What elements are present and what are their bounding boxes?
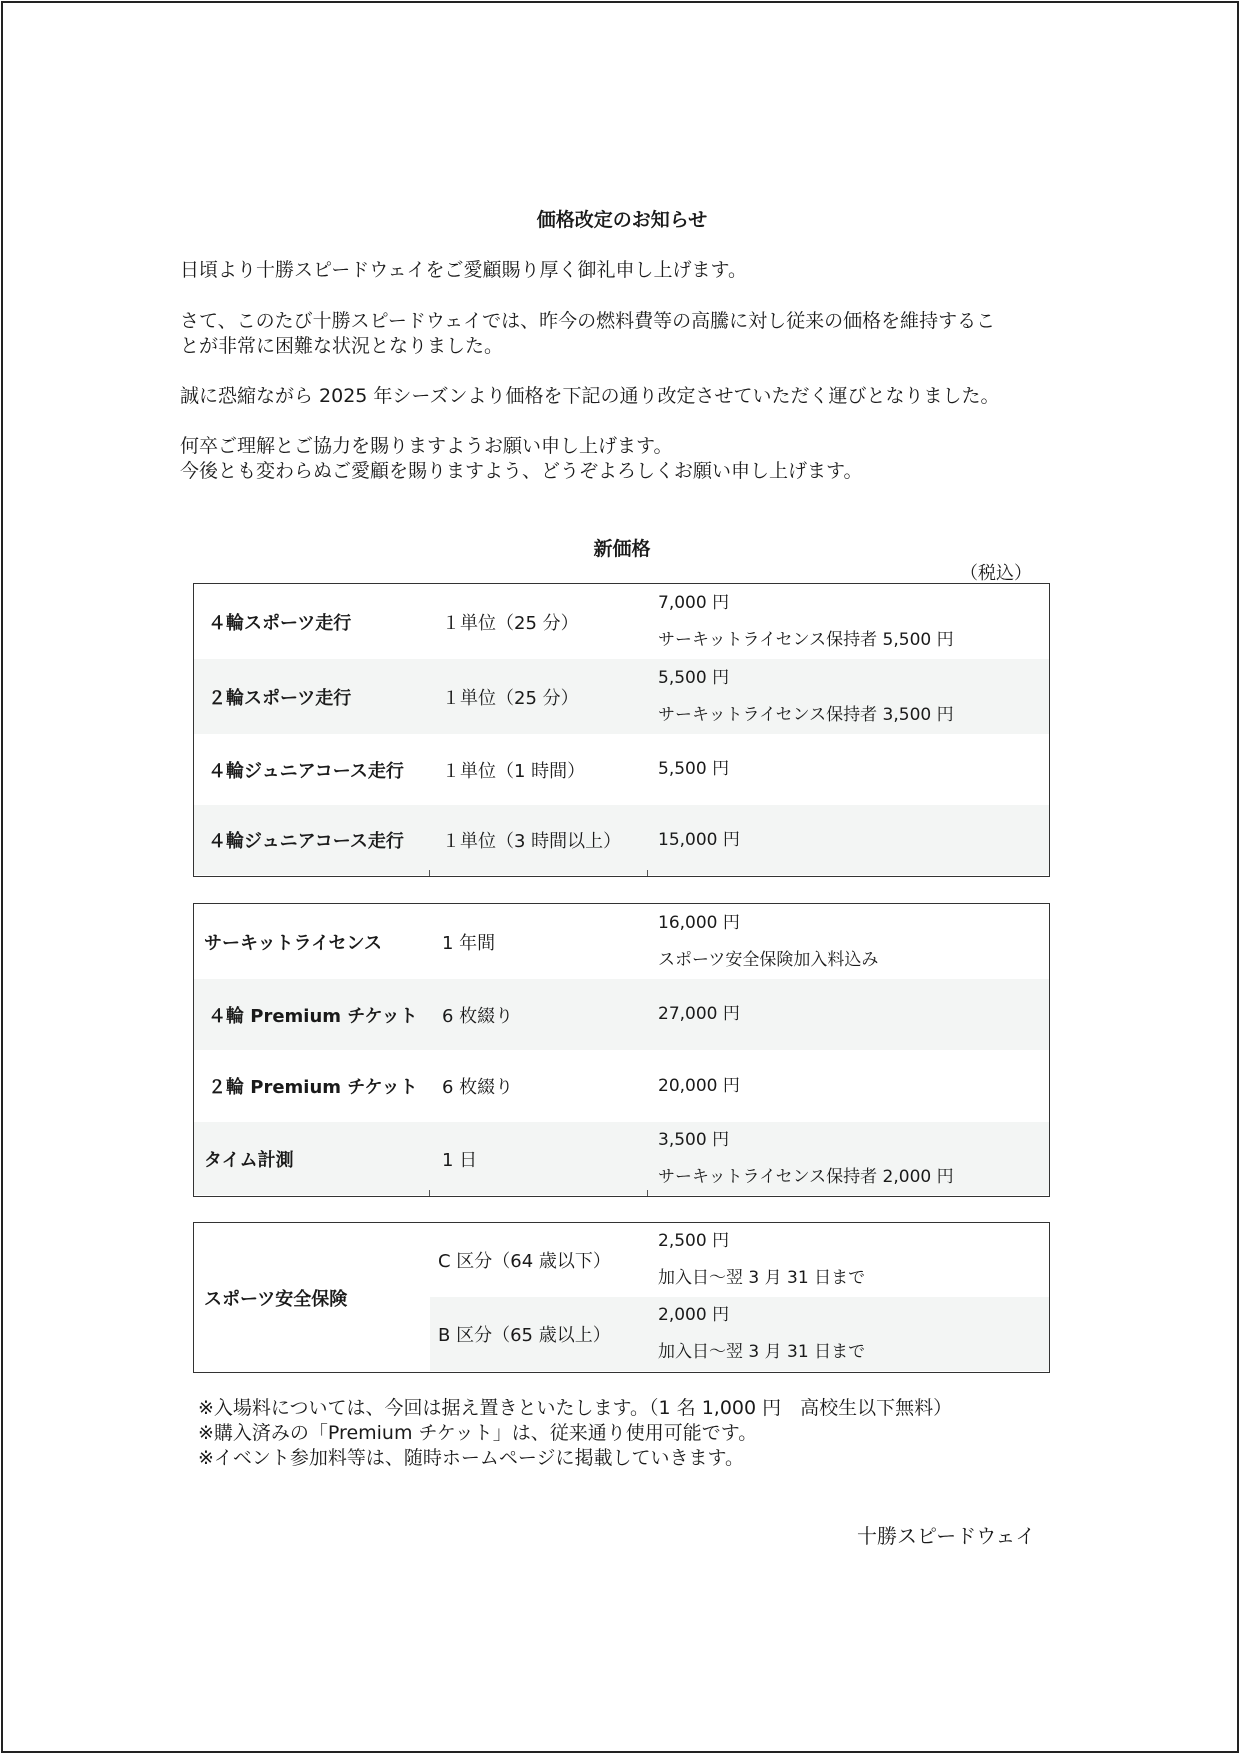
item-price-note: サーキットライセンス保持者 2,000 円 bbox=[658, 1166, 954, 1187]
insurance-class: C 区分（64 歳以下） bbox=[438, 1251, 611, 1272]
item-price-note: スポーツ安全保険加入料込み bbox=[658, 949, 879, 970]
driving-price-table bbox=[193, 583, 1050, 877]
table-row bbox=[430, 1297, 1049, 1371]
item-name: ４輪ジュニアコース走行 bbox=[208, 831, 404, 852]
item-unit: 6 枚綴り bbox=[442, 1077, 514, 1098]
item-price: 5,500 円 bbox=[658, 759, 730, 779]
insurance-price: 2,500 円 bbox=[658, 1231, 730, 1251]
signature: 十勝スピードウェイ bbox=[857, 1524, 1036, 1548]
item-unit: 1 年間 bbox=[442, 932, 496, 954]
revision-paragraph: 誠に恐縮ながら 2025 年シーズンより価格を下記の通り改定させていただく運びとなりました。 bbox=[180, 385, 1000, 407]
closing-paragraph-line-1: 何卒ご理解とご協力を賜りますようお願い申し上げます。 bbox=[180, 435, 673, 457]
item-unit: 1 日 bbox=[442, 1149, 478, 1171]
page-title: 価格改定のお知らせ bbox=[536, 209, 708, 231]
item-name: ２輪スポーツ走行 bbox=[208, 687, 352, 709]
item-unit: １単位（25 分） bbox=[442, 687, 579, 709]
table-row bbox=[194, 904, 1049, 979]
item-name: ４輪ジュニアコース走行 bbox=[208, 760, 404, 782]
column-divider bbox=[647, 870, 648, 876]
table-row bbox=[194, 805, 1049, 875]
insurance-price: 2,000 円 bbox=[658, 1305, 730, 1325]
license-ticket-table bbox=[193, 903, 1050, 1197]
item-unit: １単位（25 分） bbox=[442, 612, 579, 634]
insurance-class: B 区分（65 歳以上） bbox=[438, 1325, 611, 1346]
table-row bbox=[194, 584, 1049, 659]
insurance-period: 加入日～翌 3 月 31 日まで bbox=[658, 1268, 866, 1288]
insurance-price-cell bbox=[648, 1297, 1049, 1371]
column-divider bbox=[647, 1190, 648, 1196]
table-row bbox=[194, 979, 1049, 1050]
footnote: ※イベント参加料等は、随時ホームページに掲載していきます。 bbox=[198, 1447, 745, 1469]
item-price: 15,000 円 bbox=[658, 829, 740, 850]
item-price: 7,000 円 bbox=[658, 592, 730, 613]
greeting-paragraph: 日頃より十勝スピードウェイをご愛顧賜り厚く御礼申し上げます。 bbox=[180, 259, 747, 281]
item-price-note: サーキットライセンス保持者 5,500 円 bbox=[658, 629, 954, 650]
item-price: 16,000 円 bbox=[658, 912, 740, 933]
item-unit: １単位（1 時間） bbox=[442, 760, 586, 782]
table-row bbox=[194, 734, 1049, 805]
item-name: ４輪 Premium チケット bbox=[208, 1005, 418, 1027]
item-name: ４輪スポーツ走行 bbox=[208, 612, 352, 634]
new-price-heading: 新価格 bbox=[593, 538, 651, 560]
table-row bbox=[194, 659, 1049, 734]
item-price-cell bbox=[648, 660, 1049, 734]
table-row bbox=[194, 1050, 1049, 1122]
item-name: タイム計測 bbox=[204, 1149, 294, 1171]
table-row bbox=[430, 1223, 1049, 1297]
item-price: 27,000 円 bbox=[658, 1004, 740, 1024]
item-name: ２輪 Premium チケット bbox=[208, 1077, 418, 1098]
item-price-note: サーキットライセンス保持者 3,500 円 bbox=[658, 704, 954, 725]
item-price-cell bbox=[648, 905, 1049, 979]
table-row bbox=[194, 1122, 1049, 1195]
footnote: ※入場料については、今回は据え置きといたします。（1 名 1,000 円 高校生以下無料） bbox=[198, 1397, 953, 1419]
item-name: サーキットライセンス bbox=[204, 932, 383, 954]
footnotes bbox=[198, 1396, 952, 1471]
reason-paragraph-line-1: さて、このたび十勝スピードウェイでは、昨今の燃料費等の高騰に対し従来の価格を維持するこ bbox=[180, 310, 996, 332]
item-price-cell bbox=[648, 1122, 1049, 1196]
item-price: 20,000 円 bbox=[658, 1075, 740, 1096]
tax-included-note: （税込） bbox=[960, 563, 1032, 584]
insurance-period: 加入日～翌 3 月 31 日まで bbox=[658, 1342, 866, 1362]
item-unit: 6 枚綴り bbox=[442, 1005, 514, 1027]
reason-paragraph-line-2: とが非常に困難な状況となりました。 bbox=[180, 335, 504, 357]
insurance-name: スポーツ安全保険 bbox=[194, 1223, 430, 1372]
column-divider bbox=[429, 1190, 430, 1196]
item-price: 3,500 円 bbox=[658, 1129, 730, 1150]
item-price: 5,500 円 bbox=[658, 667, 730, 688]
insurance-price-cell bbox=[648, 1223, 1049, 1297]
item-unit: １単位（3 時間以上） bbox=[442, 831, 622, 852]
item-price-cell bbox=[648, 585, 1049, 659]
insurance-table bbox=[193, 1222, 1050, 1373]
closing-paragraph-line-2: 今後とも変わらぬご愛顧を賜りますよう、どうぞよろしくお願い申し上げます。 bbox=[180, 460, 863, 482]
column-divider bbox=[429, 870, 430, 876]
footnote: ※購入済みの「Premium チケット」は、従来通り使用可能です。 bbox=[198, 1422, 758, 1444]
